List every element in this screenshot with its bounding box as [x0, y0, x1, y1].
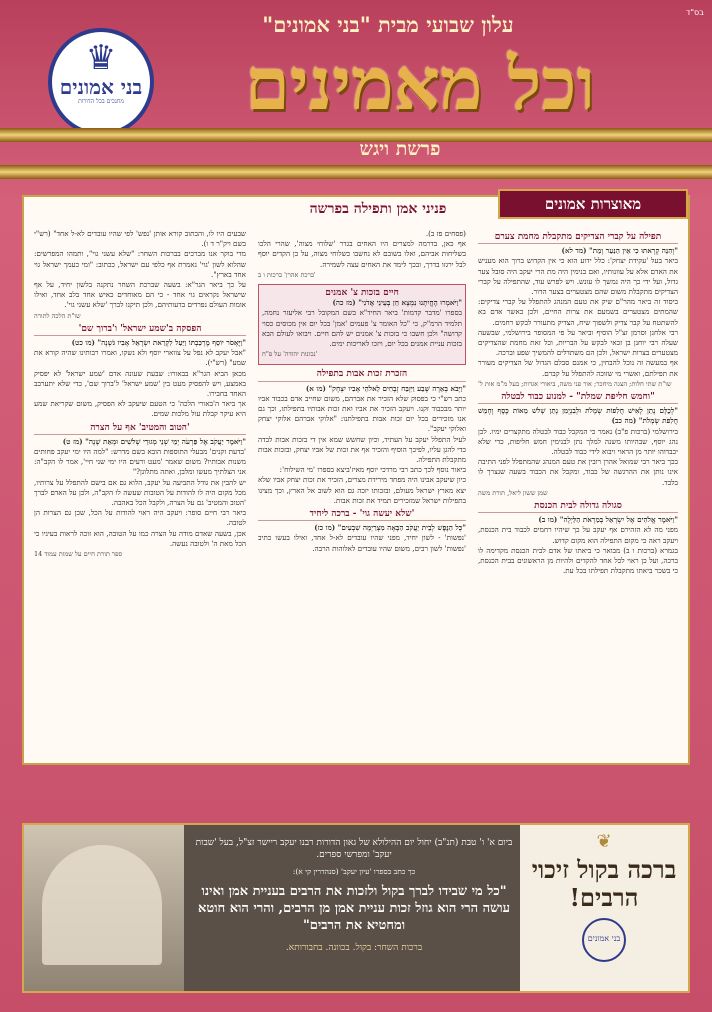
crown-icon: ♛ — [85, 38, 117, 78]
highlight-box — [258, 284, 466, 365]
verse-quote: "כָּל הַנֶּפֶשׁ לְבֵית יַעֲקֹב הַבָּאָה מִצְרַיְמָה שִׁבְעִים" (מו כז) — [314, 523, 466, 533]
newsletter-title: וכל מאמינים — [244, 41, 596, 126]
source-citation: 'נכונות יהודה' על פ"ח — [262, 350, 318, 359]
verse-quote: "לְכֻלָּם נָתַן לָאִישׁ חֲלִפוֹת שְׂמָלֹת וּלְבִנְיָמִן נָתַן שְׁלֹשׁ מֵאוֹת כֶּסֶף וְחָמֵשׁ חֲלִפֹת שְׂמָלֹת" (מה כב) — [478, 406, 678, 426]
article-paragraph: לעיל התפלל יעקב על העתיד, וכיון שחשש שמא אין די בזכות אבות לבדה כדי להגן עליו, לפיכך הוסיף והזכיר אף את זכות של אביו יצחק, ובזכות אבות מתקבלת התפילה. — [258, 434, 466, 465]
verse-quote: "וַיֹּאמֶר אֱלֹהִים אֶל יִשְׂרָאֵל בְּמַרְאֹת הַלַּיְלָה" (מו ב) — [538, 515, 678, 525]
parsha-name: פרשת ויגש — [359, 138, 441, 160]
article-paragraph: על כך ביאר הגר"א: בשעה שברכת השחר נתקנה בלשון יחיד, על אף שישראל נקראים גוי אחד - כי הם מאוחדים כאיש אחד בלב אחד, ואילו אומות העולם נפרדים בדעותיהם, ולכן תיקנו לברך 'שלא עשני גוי'. — [34, 280, 246, 310]
footer-source: כך כתב בספרו 'עיון יעקב' (סנהדרין קי א): — [292, 867, 416, 876]
source-citation: ספר תורת חיים על שמות עמוד 14 — [34, 550, 123, 559]
logo-tagline: מחנכים בכל הדורות — [78, 98, 124, 105]
article-paragraph: בספרו 'מדבר קדמות' ביאר החיד"א בשם המקובל רבי אליעזר נחמה, תלמיד הרמ"ק, כי "כל האומר צ' פעמים 'אמן' בכל יום אין מכוסים כסוי קדושה" ולכן חשבו כי בזכות צ' אמנים יש להם חיים. ויבואו לעולם הבא בזכות עניית אמנים בכל יום, ויזכו לאריכות ימים. — [262, 308, 462, 349]
article-paragraph: שבעים היו לו, והכתוב קורא אותן 'נפש' לפי שהיו עובדים לא-ל אחד" (רש"י בשם ויק"ר ד ו). — [34, 229, 246, 249]
footer-callout-text: ברכה בקול זיכוי הרבים! — [531, 855, 677, 912]
newsletter-subtitle: עלון שבועי מבית "בני אמונים" — [262, 12, 514, 37]
highlight-box-title: חיים בזכות צ' אמנים — [325, 288, 399, 299]
logo-name: בני אמונים — [59, 75, 143, 99]
section-title-pninei: פניני אמן ותפילה בפרשה — [309, 201, 447, 217]
footer-message — [184, 825, 524, 991]
column-middle — [258, 229, 466, 759]
bsd-mark: בס"ד — [686, 8, 704, 17]
column-right — [478, 229, 678, 759]
article-paragraph: בכך ביאר רבי שמואל אהרן רובין את טעם המנהג שהמתפלל לפני התיבה אינו נותן את ההרגשה של כבוד, ומקבל את הכבוד בשעה שנצרך לו בלבד. — [478, 457, 678, 487]
source-citation: שו"ת שתי חלות; הצגה מיחכר; אור פני משה, ביאורי אגדות; בעל מ"מ אות ל' — [478, 379, 672, 388]
footer-callout — [520, 825, 688, 991]
article-paragraph: בירושלמי (ברכות פ"ב) נאמר כי המקבל כבוד לבטלה מתקצרים ימיו. לכן נהג יוסף, שבהיותו משנה למלך נתן לבנימין חמש חליפות, כדי שלא יכבדוהו יותר מן הראוי ויבוא לידי כבוד לבטלה. — [478, 426, 678, 457]
footer-banner — [22, 823, 690, 993]
article-paragraph: אכן, בשעה שאדם מודה על הצרה כמו על הטובה, הוא זוכה לראות בעיניו כי הכל מאת ה' ולטובה נעשה. — [34, 528, 246, 548]
article-heading: 'שלא יעשה גוי' - ברכה ליחיד — [258, 509, 466, 521]
column-left — [34, 229, 246, 759]
article-heading: "וחמש חליפת שמלת" - למנוע כבוד לבטלה — [478, 392, 678, 404]
section-title-otzrot: מאוצרות אמונים — [498, 189, 688, 219]
article-paragraph: כתב רש"י כי בפסוק שלא הזכיר את אברהם, משום שחייב אדם בכבוד אביו יותר מבכבוד זקנו. ויעקב הזכיר את אביו ואת זכות אבותיו בתפילתו, וכך גם אנו מזכירים בכל יום זכות אבות בתפילתנו: "אלוקי אברהם אלוקי יצחק ואלוקי יעקב". — [258, 393, 466, 434]
gravestone-shape — [42, 845, 162, 965]
verse-quote: "וְהִנֵּה קְרָאתוּ כִי אֵין הַנַּעַר וָמֵת" (מד לא) — [561, 246, 678, 256]
verse-quote: "וַיָּבֹא בְּאֵרָה שָּׁבַע וַיִּזְבַּח זְבָחִים לֵאלֹהֵי אָבִיו יִצְחָק" (מו א) — [305, 383, 466, 393]
article-heading: הפסקה ב'שמע ישראל' ו'ברוך שם' — [34, 324, 246, 336]
article-paragraph: מפני מה לא הזהירם אף יעקב על כך שיהיו רחמים לכבוד בית הכנסת, ויעקב ראה כי מקום התפילה הוא מקום קדוש. — [478, 525, 678, 545]
article-paragraph: 'בדעת זקנים' מבעלי התוספות הובא בשם מדרש: "למה היו ימי יעקב פחותים משנות אבותיו? משום שאמר 'מעט ורעים היו ימי שני חיי', אמר לו הקב"ה: אני הצלתיך מעשו ומלבן, ואתה מתלונן?" — [34, 447, 246, 477]
verse-quote: "וַיֹּאמֶר יַעֲקֹב אֶל פַּרְעֹה יְמֵי שְׁנֵי מְגוּרַי שְׁלֹשִׁים וּמְאַת שָׁנָה" (מז ט) — [62, 436, 246, 446]
article-paragraph: מכאן הביא הגר"א בבאורו: שבעת שעונה אדם 'שמע ישראל' לא יפסיק באמצע, ויש להפסיק מעט בין 'שמע ישראל' ל'ברוך שם', כדי שלא יתערבב האחד בחבירו. — [34, 368, 246, 399]
source-citation: 'ברכת אהרן' ברכות ו ב — [258, 270, 316, 279]
source-citation: שו"ת הלכה לתורה — [34, 311, 81, 320]
article-paragraph: 'נפשות' - לשון יחיד, מפני שהיו עובדים לא-ל אחד, ואילו בעשו כתיב 'נפשות' לשון רבים, משום שהיו עובדים לאלוהות הרבה. — [258, 533, 466, 553]
article-heading: תפילה על קברי הצדיקים מתקבלת מחמת צערם — [478, 232, 678, 244]
article-paragraph: בגמרא (ברכות ו ב) מבואר כי ביאתו של אדם לבית הכנסת מקדימה לו ברכה, ועל כן ראוי לכל אחד להקדים ולהיות מן הראשונים בבית הכנסת, כי בשכר ביאתו מתקבלת תפילתו בכל עת. — [478, 545, 678, 576]
footer-slogan: ברכות השחר: בקול. בכוונה. בחבורותא. — [285, 943, 423, 953]
footer-quote: "כל מי שבידו לברך בקול ולזכות את הרבים בעניית אמן ואינו עושה הרי הוא גוזל זכות עניית אמן מן הרבים, והרי הוא חוטא ומחטיא את הרבים" — [198, 884, 510, 933]
article-paragraph: ביאר רבי חיים סופר: ויעקב היה ראוי להודות על הכל, שכן גם הצרות הן לטובה. — [34, 508, 246, 528]
verse-quote: "וַיֹּאמְרוּ הֶחֱיִתָנוּ נִמְצָא חֵן בְּעֵינֵי אֲדֹנִי" (מז כה) — [332, 298, 462, 308]
article-paragraph: יש להבין את גודל התביעה על יעקב, הלוא גם אם בישם להתפלל על צרותיו, מכל מקום היה לו להודות על הטובות שעשה לו הקב"ה, ולכן על האדם לברך 'הטוב והמטיב' גם על הצרה, ולקבל הכל באהבה. — [34, 477, 246, 508]
bnei-emunim-logo — [48, 28, 154, 136]
article-paragraph: אף כאן, בדרמה למצרים היו האחים בגדר 'שלוחי מצוה', שהרי הלכו בשליחות אביהם, ואלו בשובם לא נחשבו כשלוחי מצוה, על כן הקדים יוסף לבל ירגזו בדרך, ובכך לימד את האחים עצה לשמירה. — [258, 239, 466, 269]
article-paragraph: אף במעשה זה נוכל להבחין, כי אמנם סבלם הגדול של הצדיקים מעורר את תפילתם, ואשרי מי שזוכה להתפלל על קברם. — [478, 358, 678, 378]
main-content-panel — [22, 195, 690, 765]
article-paragraph: "אבל יעקב לא נפל על צווארי יוסף ולא נשקו, ואמרו רבותינו שהיה קורא את שמע" (רש"י). — [34, 348, 246, 368]
article-paragraph: (פסחים פז ב). — [425, 229, 466, 238]
footer-logo: בני אמונים — [582, 918, 626, 962]
article-heading: הזכרת זכות אבות בתפילה — [258, 369, 466, 381]
verse-quote: "וַיֶּאְסֹר יוֹסֵף מֶרְכַּבְתּוֹ וַיַּעַל לִקְרַאת יִשְׂרָאֵל אָבִיו גֹּשְׁנָה" (מו כט) — [71, 338, 246, 348]
source-citation: שמן ששון ליאל, תורת משה — [478, 488, 548, 497]
footer-intro: ביום א' ו' טבת (תנ"ב) יחול יום ההילולא של גאון הדורות רבנו יעקב ריישר זצ"ל, בעל 'שבות יעקב' ומפרשי ספרים. — [195, 838, 513, 860]
gold-divider-bottom — [0, 165, 712, 179]
article-heading: סגולה גדולה לבית הכנסת — [478, 501, 678, 513]
article-paragraph: אך ביאר ה'באורי הלכה' כי הטעם שיעקב לא הפסיק, משום שקריאת שמע היא עיקר קבלת עול מלכות שמים. — [34, 399, 246, 419]
article-paragraph: ביאור נוסף לכך כתב רבי מרדכי יוסף מאיז'ביצא בספרו 'מי השילוח': — [279, 465, 466, 475]
article-paragraph: רבי אלחנן וסרמן זצ"ל הוסיף וביאר על פי המסופר בירושלמי, שבשעה שעלה רבי יוחנן בן זכאי לבקש על הבריות, וכל זאת מחמת שהצדיקים מצטערים בצרות ישראל, ולכן הם משתדלים להמשיך שפע וברכה. — [478, 327, 678, 358]
article-paragraph: ביסוד זה ביאר מהר"ם שיק את טעם המנהג להתפלל על קברי צדיקים: שהמתים מצטערים בשמעם את צרות החיים, ולכן כאשר אדם בא להשתטח על קבר צדיק ולשפוך שיח, הצדיק מתעורר לבקש רחמים. — [478, 297, 678, 327]
article-paragraph: ביאר בעל 'עקידת יצחק': כלל ידוע הוא כי אין הקדוש ברוך הוא מעניש את האדם אלא על עוונותיו, ואם בנימין היה מת הרי יעקב היה סובל צער גדול, ועל ידי כך היה נמשך לו עונש. ויש לפרש עוד, שהתפילה על קברי הצדיקים מתקבלת משום שהם מצטערים בצער הדור. — [478, 256, 678, 297]
article-paragraph: מדי בוקר אנו מברכים בברכות השחר: "שלא עשני גוי", ותמהו המפרשים: שהלוא לשון 'גוי' נאמרת אף כלפי עם ישראל, ככתוב: "ומי כעמך ישראל גוי אחד בארץ". — [34, 249, 246, 279]
article-paragraph: כיון שיעקב אבינו היה מפחד מירידת מצרים, הזכיר את זכות יצחק אביו שלא יצא מארץ ישראל מעולם, ובזכותו יזכה גם הוא לשוב אל הארץ, וכך מצינו בתפילות ישראל שמזכירים תמיד את זכות אבות. — [258, 475, 466, 505]
ornament-icon: ❦ — [596, 831, 612, 852]
article-heading: 'הטוב והמטיב' אף על הצרה — [34, 423, 246, 435]
gravestone-image — [24, 825, 184, 991]
